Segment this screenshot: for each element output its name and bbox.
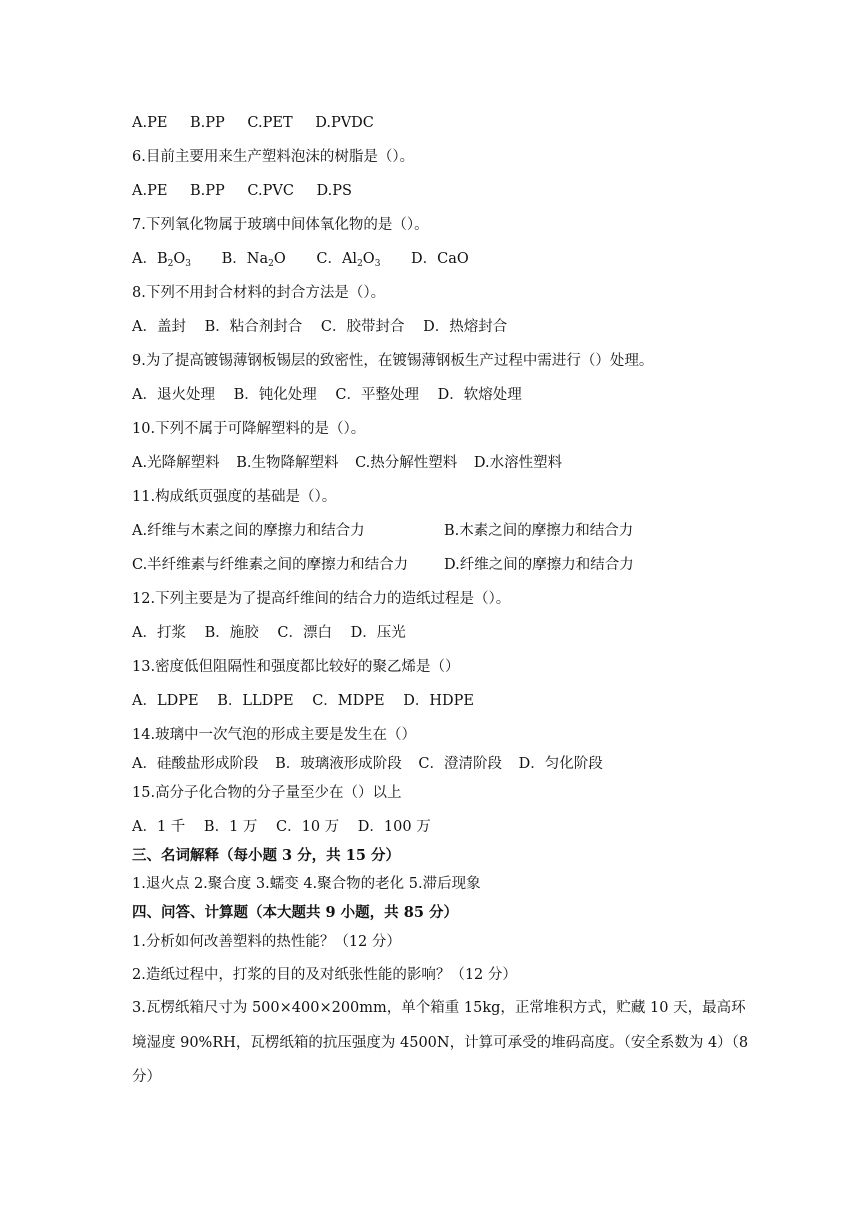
section4-heading: 四、问答、计算题（本大题共 9 小题，共 85 分） (132, 904, 458, 921)
q12-number: 12. (132, 591, 156, 607)
q11-number: 11. (132, 489, 156, 505)
q11-stem (132, 488, 336, 506)
q8-number: 8. (132, 285, 146, 301)
q9-options (132, 386, 522, 404)
option-a: A．退火处理 (132, 387, 215, 403)
q7-options (132, 250, 469, 268)
option-c: C．胶带封合 (320, 319, 405, 335)
q12-stem (132, 590, 510, 608)
q15-stem (132, 784, 402, 802)
q13-text: 密度低但阻隔性和强度都比较好的聚乙烯是（） (155, 659, 460, 675)
option-d: D．HDPE (403, 693, 474, 709)
q15-number: 15. (132, 785, 156, 801)
q12-options (132, 624, 406, 642)
option-a: A．打浆 (132, 625, 186, 641)
option-c: C.半纤维素与纤维素之间的摩擦力和结合力 (132, 557, 409, 573)
q8-stem (132, 284, 385, 302)
section4-q1: 1.分析如何改善塑料的热性能？（12 分） (132, 934, 401, 950)
option-a-label: A． (132, 251, 157, 267)
option-a: A.纤维与木素之间的摩擦力和结合力 (132, 523, 365, 539)
option-a: A．盖封 (132, 319, 186, 335)
option-b: B．玻璃液形成阶段 (275, 756, 402, 772)
option-a (132, 250, 191, 268)
option-c: C．10 万 (276, 819, 340, 835)
q10-options (132, 454, 562, 472)
option-d (411, 250, 469, 268)
option-d: D．热熔封合 (423, 319, 508, 335)
q6-text: 目前主要用来生产塑料泡沫的树脂是（）。 (145, 149, 415, 165)
option-c-label: C． (316, 251, 342, 267)
option-b: B.PP (190, 183, 225, 199)
q14-stem (132, 726, 416, 744)
option-b-label: B． (221, 251, 247, 267)
option-b: B.PP (190, 115, 225, 131)
q13-options (132, 692, 474, 710)
option-b: B．LLDPE (217, 693, 294, 709)
option-d: D．匀化阶段 (518, 756, 603, 772)
q14-options (132, 755, 603, 773)
option-a: A.PE (132, 115, 168, 131)
q10-text: 下列不属于可降解塑料的是（）。 (155, 421, 366, 437)
section4-q3-line1: 3.瓦楞纸箱尺寸为 500×400×200mm，单个箱重 15kg，正常堆积方式，贮藏 10 天，最高环 (132, 1000, 746, 1016)
option-b: B．施胶 (204, 625, 259, 641)
section4-q3-line2: 境湿度 90%RH，瓦楞纸箱的抗压强度为 4500N，计算可承受的堆码高度。（安全系数为 4）（8 (132, 1035, 749, 1051)
q7-stem (132, 216, 429, 234)
option-c: C．澄清阶段 (418, 756, 502, 772)
option-b (222, 250, 286, 268)
option-a: A.PE (132, 183, 168, 199)
option-d: D.水溶性塑料 (473, 455, 563, 471)
option-d: D．压光 (350, 625, 406, 641)
q7-text: 下列氧化物属于玻璃中间体氧化物的是（）。 (145, 217, 429, 233)
option-d-label: D． (411, 251, 438, 267)
option-d: D．软熔处理 (437, 387, 522, 403)
option-d: D．100 万 (357, 819, 431, 835)
q12-text: 下列主要是为了提高纤维间的结合力的造纸过程是（）。 (155, 591, 511, 607)
option-d: D.PVDC (315, 115, 374, 131)
q9-number: 9. (132, 353, 146, 369)
option-c-formula: $Al_2O_3$ (341, 251, 381, 269)
q11-options-row2 (132, 556, 752, 574)
option-b: B．1 万 (203, 819, 258, 835)
option-c: C.热分解性塑料 (355, 455, 458, 471)
q15-text: 高分子化合物的分子量至少在（）以上 (155, 785, 402, 801)
option-c (316, 250, 380, 268)
q13-stem (132, 658, 460, 676)
option-c: C.PVC (247, 183, 294, 199)
option-b: B．粘合剂封合 (204, 319, 303, 335)
option-b-formula: $Na_2O$ (246, 251, 286, 269)
q14-number: 14. (132, 727, 156, 743)
q8-text: 下列不用封合材料的封合方法是（）。 (145, 285, 386, 301)
option-d-formula: CaO (437, 251, 469, 267)
q7-number: 7. (132, 217, 146, 233)
option-b: B.木素之间的摩擦力和结合力 (444, 523, 634, 539)
section4-q2: 2.造纸过程中，打浆的目的及对纸张性能的影响？（12 分） (132, 967, 517, 983)
q15-options (132, 818, 431, 836)
option-c: C．MDPE (312, 693, 385, 709)
section3-terms: 1.退火点 2.聚合度 3.蠕变 4.聚合物的老化 5.滞后现象 (132, 876, 481, 892)
q9-text: 为了提高镀锡薄钢板锡层的致密性，在镀锡薄钢板生产过程中需进行（）处理。 (145, 353, 654, 369)
option-a: A．硅酸盐形成阶段 (132, 756, 259, 772)
q11-options-row1 (132, 522, 752, 540)
option-c: C.PET (247, 115, 293, 131)
q6-stem (132, 148, 414, 166)
q14-text: 玻璃中一次气泡的形成主要是发生在（） (155, 727, 417, 743)
option-a-formula: $B_2O_3$ (156, 251, 191, 269)
option-a: A．LDPE (132, 693, 199, 709)
option-c: C．漂白 (277, 625, 332, 641)
q10-stem (132, 420, 365, 438)
section3-heading: 三、名词解释（每小题 3 分，共 15 分） (132, 847, 400, 864)
q6-options (132, 182, 352, 200)
q9-stem (132, 352, 653, 370)
option-d: D.纤维之间的摩擦力和结合力 (444, 557, 634, 573)
option-a: A.光降解塑料 (132, 455, 220, 471)
q10-number: 10. (132, 421, 156, 437)
q13-number: 13. (132, 659, 156, 675)
option-c: C．平整处理 (335, 387, 419, 403)
option-b: B.生物降解塑料 (236, 455, 339, 471)
q8-options (132, 318, 507, 336)
q5-options (132, 114, 374, 132)
option-a: A．1 千 (132, 819, 186, 835)
q11-text: 构成纸页强度的基础是（）。 (155, 489, 337, 505)
option-d: D.PS (316, 183, 352, 199)
section4-q3-line3: 分） (132, 1069, 161, 1085)
option-b: B．钝化处理 (233, 387, 317, 403)
q6-number: 6. (132, 149, 146, 165)
